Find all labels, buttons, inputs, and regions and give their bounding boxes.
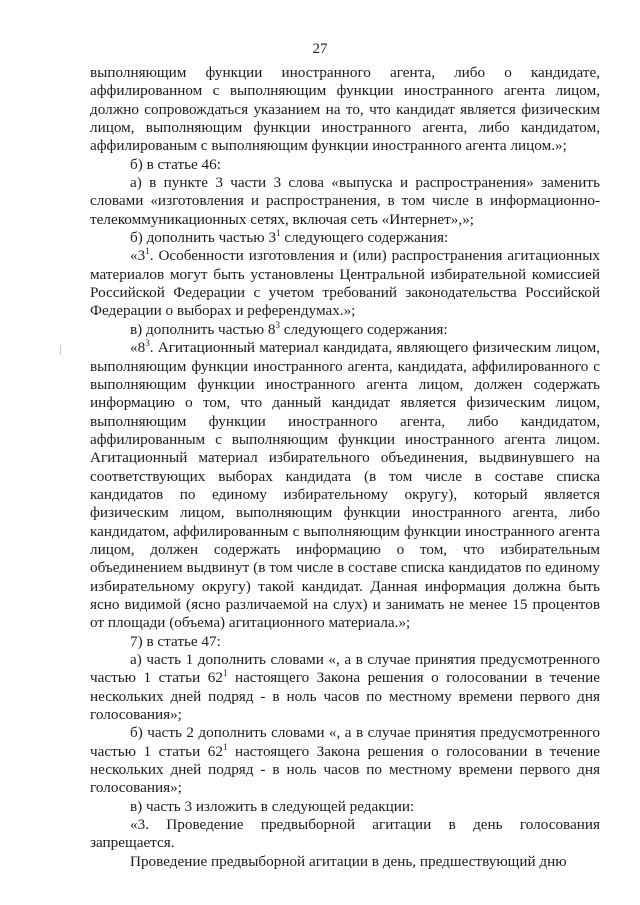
- text-segment: следующего содержания:: [279, 320, 448, 338]
- paragraph-item-v-part-8-3: [90, 321, 600, 339]
- text-segment: б) дополнить частью 3: [130, 229, 277, 247]
- superscript: 1: [145, 246, 150, 257]
- text-segment: настоящего Закона решения о голосовании в течение нескольких дней подряд - в ноль часов по местному времени первого дня голосования»;: [90, 669, 600, 724]
- page-number: 27: [312, 41, 328, 57]
- superscript: 3: [145, 338, 150, 349]
- text-segment: «3: [130, 247, 146, 265]
- text-segment: . Агитационный материал кандидата, являющего физическим лицом, выполняющим функции иностранного агента, кандидата, аффилированного с выполняющим функции иностранного агента лицом, должен содержать информацию о том, что данный кандидат является физическим лицом, выполняющим функции иностранного агента, либо кандидатом, аффилированным с выполняющим функции иностранного агента лицом. Агитационный материал избирательного объединения, выдвинувшего на соответствующих выборах кандидата (в том числе в составе списка кандидатов по единому избирательному округу), который является физическим лицом, выполняющим функции иностранного агента, либо кандидатом, аффилированным с выполняющим функции иностранного агента лицом, должен содержать информацию о том, что избирательным объединением выдвинут (в том числе в составе списка кандидатов по единому избирательному округу) такой кандидат. Данная информация должна быть ясно видимой (ясно различаемой на слух) и занимать не менее 15 процентов от площади (объема) агитационного материала.»;: [90, 339, 600, 632]
- paragraph-continuation: выполняющим функции иностранного агента, либо о кандидате, аффилированном с выполняющим функции иностранного агента лицом, должно сопровождаться указанием на то, что кандидат является физическим лицом, выполняющим функции иностранного агента, либо кандидатом, аффилированым с выполняющим функции иностранного агента лицом.»;: [90, 64, 600, 155]
- superscript: 1: [222, 741, 228, 752]
- margin-mark: [60, 345, 61, 355]
- paragraph-part-3-1-text: [90, 247, 600, 320]
- superscript: 1: [222, 668, 228, 679]
- paragraph-item-b-part-3-1: [90, 229, 600, 247]
- paragraph-item-a-point-3: а) в пункте 3 части 3 слова «выпуска и распространения» заменить словами «изготовления и распространения, в том числе в информационно-телекоммуникационных сетях, включая сеть «Интернет»,»;: [90, 174, 600, 228]
- paragraph-item-a-part-1: [90, 651, 600, 724]
- text-segment: . Особенности изготовления и (или) распространения агитационных материалов могут быть установлены Центральной избирательной комиссией Российской Федерации с учетом требований законодательства Российской Федерации о выборах и референдумах.»;: [90, 247, 600, 320]
- text-segment: настоящего Закона решения о голосовании в течение нескольких дней подряд - в ноль часов по местному времени первого дня голосования»;: [90, 742, 600, 797]
- text-segment: «8: [130, 339, 146, 357]
- paragraph-part-3-text: «3. Проведение предвыборной агитации в день голосования запрещается.: [90, 816, 600, 852]
- superscript: 1: [276, 228, 281, 239]
- text-segment: в) дополнить частью 8: [130, 320, 276, 338]
- paragraph-item-b-article-46: б) в статье 46:: [130, 155, 221, 173]
- paragraph-item-b-part-2: [90, 724, 600, 797]
- document-body: [90, 64, 600, 871]
- paragraph-part-8-3-text: [90, 339, 600, 633]
- paragraph-agitation-previous-day: Проведение предвыборной агитации в день, предшествующий дню: [130, 852, 567, 870]
- paragraph-item-7-article-47: 7) в статье 47:: [130, 632, 221, 650]
- text-segment: б) часть 2 дополнить словами «, а в случае принятия предусмотренного частью 1 статьи 62: [90, 724, 600, 760]
- text-segment: следующего содержания:: [280, 229, 449, 247]
- superscript: 3: [275, 319, 280, 330]
- text-segment: а) часть 1 дополнить словами «, а в случае принятия предусмотренного частью 1 статьи 62: [90, 651, 600, 687]
- paragraph-item-v-part-3: в) часть 3 изложить в следующей редакции:: [130, 797, 415, 815]
